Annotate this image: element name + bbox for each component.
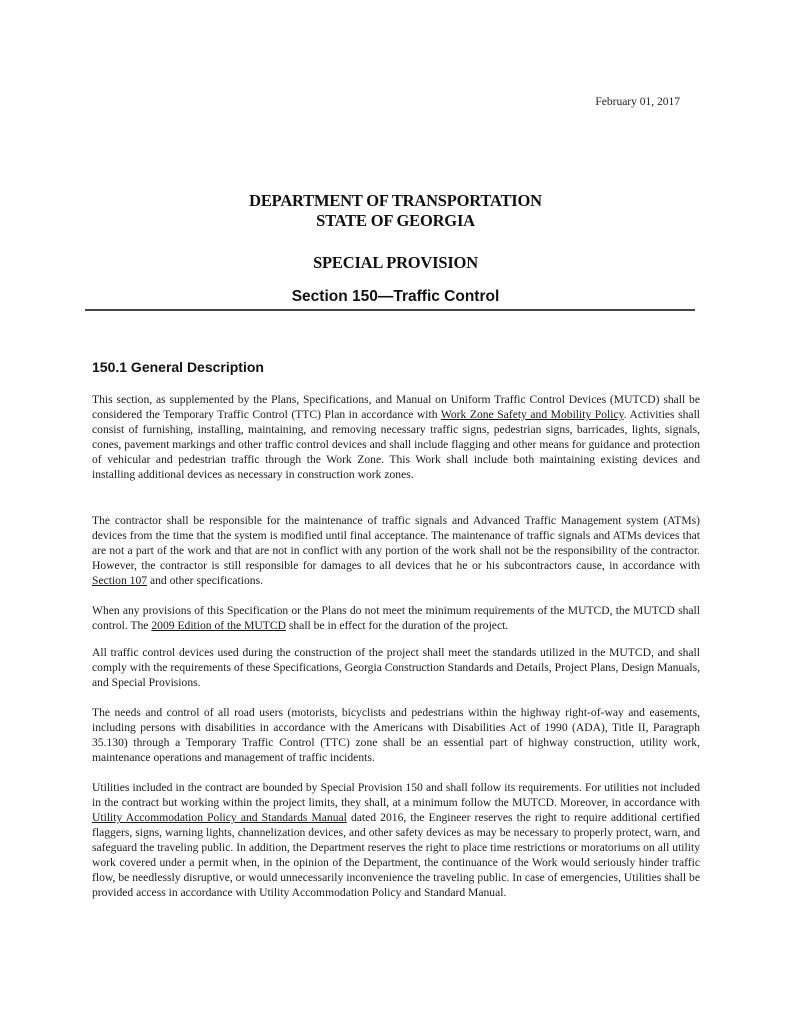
- paragraph-utilities: [92, 780, 700, 900]
- paragraph-text: This section, as supplemented by the Plans, Specifications, and Manual on Uniform Traffic Control Devices (MUTCD) shall be considered the Temporary Traffic Control (TTC) Plan in accordance with: [92, 393, 700, 421]
- mutcd-2009-edition-link[interactable]: 2009 Edition of the MUTCD: [151, 619, 286, 632]
- paragraph-contractor-maintenance: [92, 513, 700, 588]
- work-zone-safety-policy-link[interactable]: Work Zone Safety and Mobility Policy: [440, 408, 624, 421]
- subsection-title: 150.1 General Description: [92, 359, 264, 375]
- section-divider: [85, 309, 695, 311]
- paragraph-text: When any provisions of this Specification or the Plans do not meet the minimum requirements of the MUTCD, the MUTCD shall control. The: [92, 604, 700, 632]
- paragraph-text: dated 2016, the Engineer reserves the right to require additional certified flaggers, signs, warning lights, channelization devices, and other safety devices as may be necessary to properly protect, warn, and safeguard the traveling public. In addition, the Department reserves the right to place time restrictions or moratoriums on all utility work covered under a permit when, in the opinion of the Department, the continuance of the Work would seriously hinder traffic flow, be needlessly disruptive, or would unnecessarily inconvenience the traveling public. In case of emergencies, Utilities shall be provided access in accordance with Utility Accommodation Policy and Standard Manual.: [92, 811, 700, 899]
- paragraph-traffic-control-devices: All traffic control devices used during the construction of the project shall meet the standards utilized in the MUTCD, and shall comply with the requirements of these Specifications, Georgia Construction Standards and Details, Project Plans, Design Manuals, and Special Provisions.: [92, 646, 700, 689]
- section-107-link[interactable]: Section 107: [92, 574, 148, 587]
- paragraph-text: The contractor shall be responsible for the maintenance of traffic signals and Advanced Traffic Management system (ATMs) devices from the time that the system is modified until final acceptance. The maintenance of traffic signals and ATMs devices that are not a part of the work and that are not in conflict with any portion of the work shall not be the responsibility of the contractor. However, the contractor is still responsible for damages to all devices that he or his subcontractors cause, in accordance with: [92, 514, 700, 572]
- state-heading: STATE OF GEORGIA: [316, 211, 475, 230]
- paragraph-road-users: The needs and control of all road users (motorists, bicyclists and pedestrians within the highway right-of-way and easements, including persons with disabilities in accordance with the Americans with Disabilities Act of 1990 (ADA), Title II, Paragraph 35.130) through a Temporary Traffic Control (TTC) zone shall be an essential part of highway construction, utility work, maintenance operations and management of traffic incidents.: [92, 706, 700, 764]
- utility-accommodation-manual-link[interactable]: Utility Accommodation Policy and Standards Manual: [92, 811, 347, 824]
- paragraph-general-description: [92, 392, 700, 482]
- document-date: February 01, 2017: [595, 96, 680, 108]
- department-heading: DEPARTMENT OF TRANSPORTATION: [249, 191, 542, 210]
- paragraph-text: and other specifications.: [147, 574, 263, 587]
- paragraph-mutcd-control: [92, 603, 700, 633]
- paragraph-text: Utilities included in the contract are bounded by Special Provision 150 and shall follow its requirements. For utilities not included in the contract but working within the project limits, they shall, at a minimum follow the MUTCD. Moreover, in accordance with: [92, 781, 700, 809]
- section-title: Section 150—Traffic Control: [291, 288, 500, 305]
- paragraph-text: shall be in effect for the duration of the project.: [285, 619, 509, 632]
- special-provision-heading: SPECIAL PROVISION: [313, 253, 478, 272]
- paragraph-text: . Activities shall consist of furnishing, installing, maintaining, and removing necessary traffic signs, pedestrian signs, barricades, lights, signals, cones, pavement markings and other traffic control devices and shall include flagging and other means for guidance and protection of vehicular and pedestrian traffic through the Work Zone. This Work shall include both maintaining existing devices and installing additional devices as necessary in construction work zones.: [92, 408, 701, 481]
